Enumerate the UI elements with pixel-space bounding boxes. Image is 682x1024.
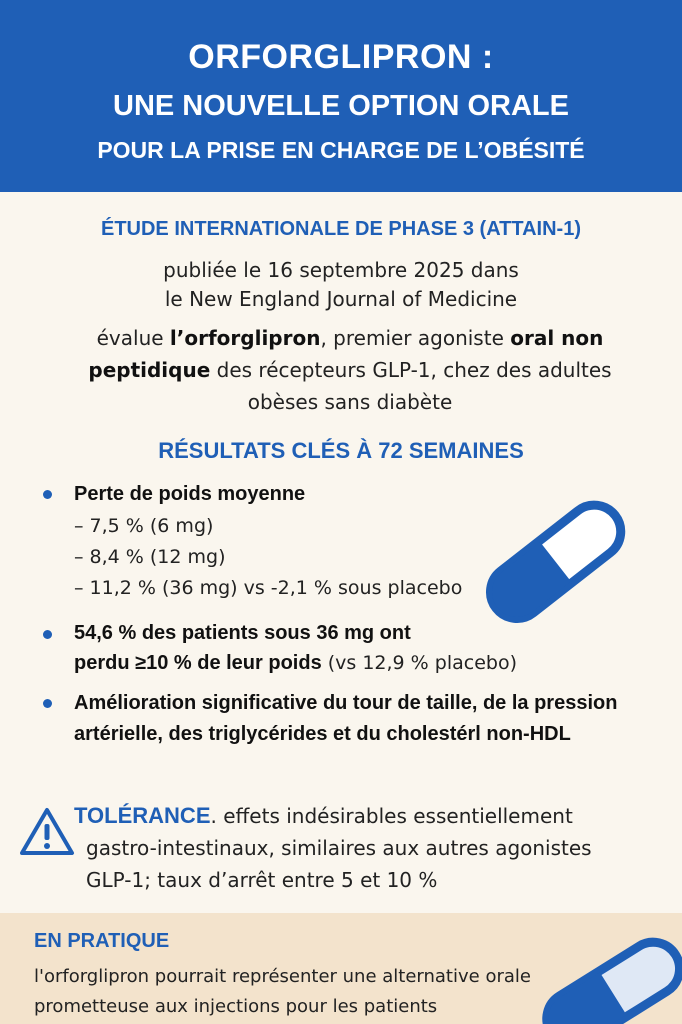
- footer-title: EN PRATIQUE: [34, 930, 170, 952]
- eval-text-3: des récepteurs GLP-1, chez des adultes obèses sans diabète: [210, 358, 612, 414]
- bullet1-line: – 7,5 % (6 mg): [74, 515, 214, 537]
- bullet1-heading: Perte de poids moyenne: [74, 483, 306, 505]
- eval-text-1: évalue: [96, 326, 170, 350]
- tolerance-line1: . effets indésirables essentiellement: [210, 804, 573, 828]
- results-title: RÉSULTATS CLÉS À 72 SEMAINES: [158, 438, 524, 463]
- footer-text: l'orforglipron pourrait représenter une alternative orale prometteuse aux injections pour les patients: [34, 966, 531, 1017]
- header-title-line1: ORFORGLIPRON :: [188, 38, 494, 76]
- tolerance-keyword: TOLÉRANCE: [74, 803, 211, 828]
- header-title-line3: POUR LA PRISE EN CHARGE DE L’OBÉSITÉ: [97, 137, 585, 163]
- tolerance-line3: GLP-1; taux d’arrêt entre 5 et 10 %: [86, 868, 438, 892]
- publication-line-2: le New England Journal of Medicine: [164, 287, 518, 311]
- bullet1-line: – 11,2 % (36 mg) vs -2,1 % sous placebo: [74, 577, 463, 599]
- bullet2-line1: 54,6 % des patients sous 36 mg ont: [74, 622, 411, 644]
- pill-icon: [520, 918, 682, 1024]
- publication-line-1: publiée le 16 septembre 2025 dans: [163, 258, 519, 282]
- header-banner: [0, 0, 682, 192]
- bullet1-line: – 8,4 % (12 mg): [74, 546, 226, 568]
- tolerance-line2: gastro-intestinaux, similaires aux autres agonistes: [86, 836, 592, 860]
- eval-text-2: , premier agoniste: [320, 326, 511, 350]
- bullet2-rest: (vs 12,9 % placebo): [321, 652, 517, 674]
- tolerance-block: [74, 800, 674, 896]
- bullet-dot: [43, 699, 52, 708]
- pill-icon: [470, 496, 640, 626]
- header-title-line2: UNE NOUVELLE OPTION ORALE: [113, 90, 569, 122]
- bullet2-bold: perdu ≥10 % de leur poids: [74, 652, 322, 674]
- warning-triangle-icon: [18, 806, 76, 858]
- bullet3-text: Amélioration significative du tour de taille, de la pression artérielle, des triglycérides et du cholestérl non-HDL: [74, 692, 618, 745]
- study-title: ÉTUDE INTERNATIONALE DE PHASE 3 (ATTAIN-1): [100, 218, 581, 240]
- bullet2-line2: [74, 652, 517, 675]
- bullet-dot: [43, 630, 52, 639]
- eval-bold-2: oral non peptidique: [88, 326, 604, 382]
- study-description: [60, 322, 640, 418]
- bullet-dot: [43, 490, 52, 499]
- eval-bold-1: l’orforglipron: [169, 326, 321, 350]
